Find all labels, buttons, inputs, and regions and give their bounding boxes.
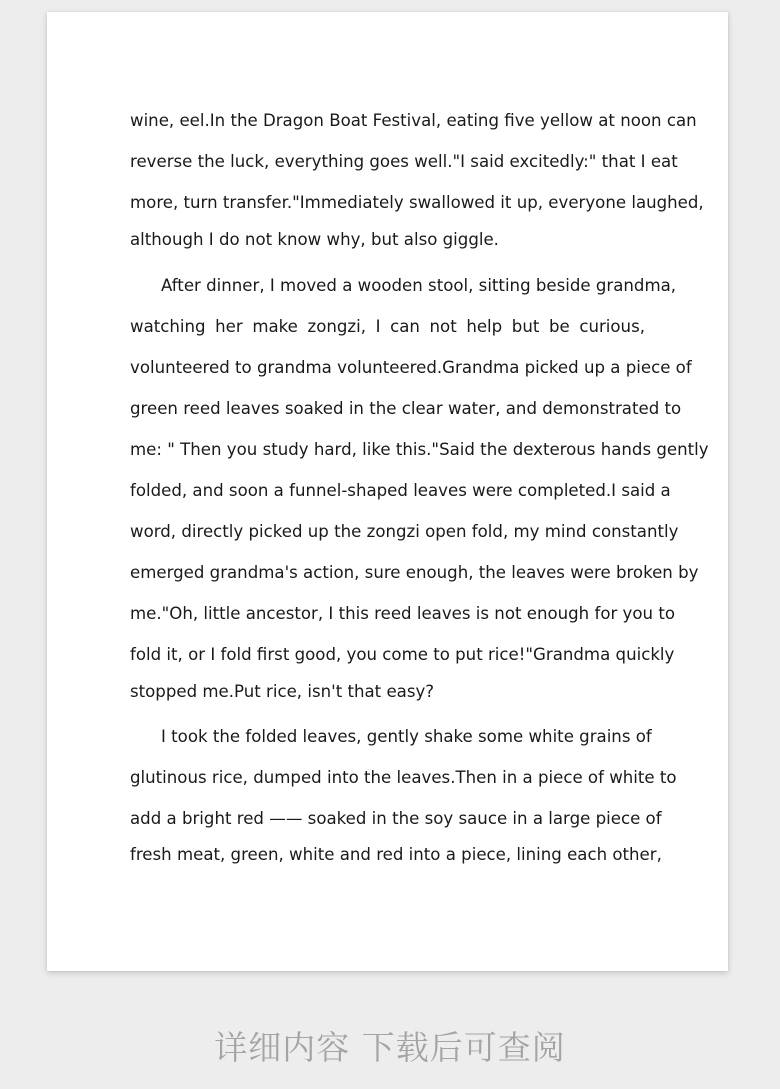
text-line: green reed leaves soaked in the clear water, and demonstrated to [130,399,682,418]
text-line: although I do not know why, but also giggle. [130,230,499,249]
text-line: watching her make zongzi, I can not help but be curious, [130,317,645,336]
text-line: me: " Then you study hard, like this."Said the dexterous hands gently [130,440,709,459]
text-line: fresh meat, green, white and red into a piece, lining each other, [130,845,662,864]
text-line: more, turn transfer."Immediately swallowed it up, everyone laughed, [130,193,704,212]
text-line: volunteered to grandma volunteered.Grandma picked up a piece of [130,358,692,377]
text-line: fold it, or I fold first good, you come to put rice!"Grandma quickly [130,645,675,664]
document-page [47,12,728,971]
text-line: reverse the luck, everything goes well."I said excitedly:" that I eat [130,152,678,171]
text-line: glutinous rice, dumped into the leaves.Then in a piece of white to [130,768,677,787]
download-prompt: 详细内容 下载后可查阅 [214,1028,566,1067]
text-line: me."Oh, little ancestor, I this reed leaves is not enough for you to [130,604,675,623]
text-line: emerged grandma's action, sure enough, the leaves were broken by [130,563,699,582]
text-line: word, directly picked up the zongzi open fold, my mind constantly [130,522,679,541]
text-line: I took the folded leaves, gently shake some white grains of [161,727,652,746]
text-line: add a bright red —— soaked in the soy sauce in a large piece of [130,809,662,828]
text-line: folded, and soon a funnel-shaped leaves were completed.I said a [130,481,671,500]
text-line: wine, eel.In the Dragon Boat Festival, eating five yellow at noon can [130,111,697,130]
text-line: After dinner, I moved a wooden stool, sitting beside grandma, [161,276,677,295]
text-line: stopped me.Put rice, isn't that easy? [130,682,435,701]
